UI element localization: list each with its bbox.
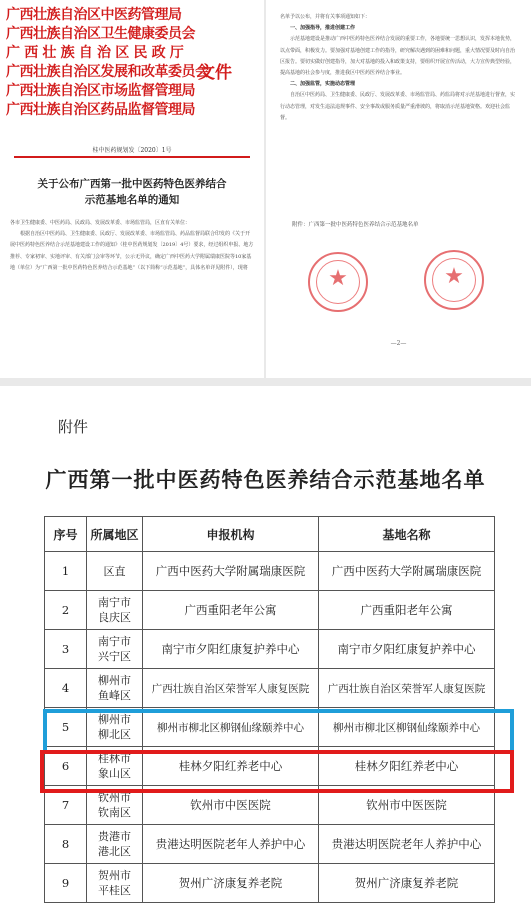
- red-divider: [14, 156, 250, 158]
- applicant-org: 广西壮族自治区荣誉军人康复医院: [143, 669, 319, 708]
- highlight-box-row-5: [43, 709, 514, 754]
- table-row: [45, 630, 495, 669]
- base-name: 贵港达明医院老年人养护中心: [319, 825, 495, 864]
- base-name: 钦州市中医医院: [319, 786, 495, 825]
- table-header-row: [45, 517, 495, 552]
- notice-title: [22, 176, 242, 208]
- applicant-org: 南宁市夕阳红康复护养中心: [143, 630, 319, 669]
- base-name: 柳州市柳北区柳钢仙缘颐养中心: [319, 708, 495, 747]
- base-name: 南宁市夕阳红康复护养中心: [319, 630, 495, 669]
- row-number: 4: [45, 669, 87, 708]
- region-line: 贵港市: [98, 830, 131, 843]
- row-number: 5: [45, 708, 87, 747]
- region-line: 兴宁区: [98, 650, 131, 663]
- column-header: 申报机构: [143, 517, 319, 552]
- column-header: 所属地区: [87, 517, 143, 552]
- row-number: 2: [45, 591, 87, 630]
- agency-name: 广西壮族自治区市场监督管理局: [6, 83, 195, 99]
- attachment-label: 附件: [58, 418, 89, 436]
- applicant-org: 广西重阳老年公寓: [143, 591, 319, 630]
- region-cell: [87, 552, 143, 591]
- notice-title-line: 示范基地名单的通知: [84, 194, 180, 206]
- notice-paragraph: 名单予以公布，并将有关事项通知如下：: [280, 14, 371, 20]
- table-row: [45, 591, 495, 630]
- base-name: 贺州广济康复养老院: [319, 864, 495, 903]
- section-heading: 二、加强监管，实施动态管理: [290, 81, 356, 88]
- region-line: 鱼峰区: [98, 689, 131, 702]
- applicant-org: 贵港达明医院老年人养护中心: [143, 825, 319, 864]
- agency-name: 广西壮族自治区民政厅: [6, 45, 188, 61]
- notice-paragraph: 自治区中医药局、卫生健康委、民政厅、发展改革委、市场监管局、药监局将对示范基地进行督查，实行动态管理，对发生违法违规事件、安全事故或服务质量严重滑坡的，将取消示范基地资格。欢迎社会监督。: [280, 92, 516, 121]
- applicant-org: 桂林夕阳红养老中心: [143, 747, 319, 786]
- base-name: 广西重阳老年公寓: [319, 591, 495, 630]
- attachment-reference: 附件：广西第一批中医药特色医养结合示范基地名单: [292, 222, 419, 228]
- region-line: 南宁市: [98, 635, 131, 648]
- official-seal-icon: ★: [308, 252, 368, 312]
- row-number: 9: [45, 864, 87, 903]
- table-row: [45, 669, 495, 708]
- notice-paragraph: 各市卫生健康委、中医药局、民政局、发展改革委、市场监管局，区直有关单位：: [10, 220, 191, 226]
- table-row: [45, 825, 495, 864]
- attachment-title: 广西第一批中医药特色医养结合示范基地名单: [45, 467, 486, 492]
- official-seal-icon: ★: [424, 250, 484, 310]
- region-cell: [87, 669, 143, 708]
- agency-name: 广西壮族自治区中医药管理局: [6, 7, 182, 23]
- column-header: 序号: [45, 517, 87, 552]
- base-name: 桂林夕阳红养老中心: [319, 747, 495, 786]
- row-number: 6: [45, 747, 87, 786]
- table-row: [45, 552, 495, 591]
- page-number: —2—: [390, 340, 407, 347]
- region-line: 贺州市: [98, 869, 131, 882]
- region-line: 柳北区: [98, 728, 131, 741]
- region-cell: [87, 591, 143, 630]
- notice-body: [10, 218, 254, 274]
- section-heading: 一、加强指导，推进创建工作: [290, 25, 356, 32]
- agency-name: 广西壮族自治区药品监督管理局: [6, 102, 195, 118]
- base-name: 广西中医药大学附属瑞康医院: [319, 552, 495, 591]
- region-line: 桂林市: [98, 752, 131, 765]
- applicant-org: 钦州市中医医院: [143, 786, 319, 825]
- agency-name: 广西壮族自治区卫生健康委员会: [6, 26, 195, 42]
- row-number: 1: [45, 552, 87, 591]
- applicant-org: 广西中医药大学附属瑞康医院: [143, 552, 319, 591]
- document-mark: 文件: [198, 63, 232, 83]
- base-name: 广西壮族自治区荣誉军人康复医院: [319, 669, 495, 708]
- applicant-org: 柳州市柳北区柳钢仙缘颐养中心: [143, 708, 319, 747]
- region-line: 港北区: [98, 845, 131, 858]
- region-line: 象山区: [98, 767, 131, 780]
- applicant-org: 贺州广济康复养老院: [143, 864, 319, 903]
- region-cell: [87, 825, 143, 864]
- region-line: 良庆区: [98, 611, 131, 624]
- region-cell: [87, 630, 143, 669]
- column-header: 基地名称: [319, 517, 495, 552]
- region-line: 钦南区: [98, 806, 131, 819]
- row-number: 7: [45, 786, 87, 825]
- document-page-2: [266, 0, 531, 378]
- notice-title-line: 关于公布广西第一批中医药特色医养结合: [37, 178, 227, 190]
- region-line: 柳州市: [98, 713, 131, 726]
- highlight-box-row-6: [40, 750, 514, 793]
- region-line: 柳州市: [98, 674, 131, 687]
- region-cell: [87, 864, 143, 903]
- agency-name: 广西壮族自治区发展和改革委员会: [6, 64, 209, 80]
- region-line: 平桂区: [98, 884, 131, 897]
- region-line: 南宁市: [98, 596, 131, 609]
- issuing-agencies: [6, 6, 209, 120]
- notice-paragraph: 根据自治区中医药局、卫生健康委、民政厅、发展改革委、市场监管局、药品监督局联合印发的《关于开展中医药特色医养结合示范基地建设工作的通知》（桂中医药规划发〔2019〕4号）要求，经过组织申报、地方推荐、专家初审、实地评审、有关部门会审等环节，公示无异议，确定广西中医药大学附属瑞康医院等10家基地（单位）为“广西第一批中医药特色医养结合示范基地”（以下简称“示范基地”，具体名单详见附件），现将: [10, 231, 254, 271]
- attachment-page: [0, 386, 531, 905]
- region-line: 区直: [103, 564, 126, 578]
- notice-paragraph: 示范基地建设是推动广西中医药特色医养结合发展的重要工作，各地要统一思想认识，发挥本地优势，以点带面，积极发力。要加强对基地创建工作的指导，研究解决遇到的困难和问题，重大情况要及时向自治区报告。要切实做好创建指导，加大对基地的投入和政策支持，要组织开展宣传活动，大力宣传典型经验，提高基地的社会参与度，推进我区中医药医养结合事业。: [280, 36, 516, 77]
- row-number: 8: [45, 825, 87, 864]
- row-number: 3: [45, 630, 87, 669]
- document-number: 桂中医药规划发〔2020〕1号: [92, 147, 172, 154]
- region-line: 钦州市: [98, 791, 131, 804]
- notice-body-continued: [280, 12, 518, 124]
- document-page-1: [0, 0, 264, 378]
- table-row: [45, 864, 495, 903]
